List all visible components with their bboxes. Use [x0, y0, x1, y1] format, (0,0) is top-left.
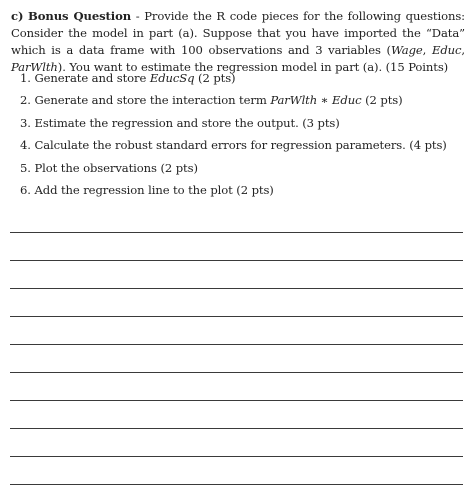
answer-line[interactable]	[10, 372, 463, 373]
item-number: 5.	[20, 160, 31, 175]
item-text: Generate and store	[34, 71, 150, 85]
item-text: Add the regression line to the plot (2 pts)	[34, 182, 274, 197]
item-math: ParWlth ∗ Educ	[270, 93, 362, 108]
item-text: Generate and store the interaction term	[34, 93, 271, 108]
item-math: EducSq	[149, 71, 195, 85]
question-item	[20, 116, 447, 138]
question-title: Bonus Question	[28, 9, 132, 23]
intro-text: Provide the R code pieces for the following questions: Consider the model in part (a). Suppose that you have imported the “Data” which is a data frame with 100 observations and 3 variables (	[11, 9, 465, 57]
answer-line[interactable]	[10, 400, 463, 401]
question-item	[20, 138, 447, 160]
answer-line[interactable]	[10, 260, 463, 261]
answer-line[interactable]	[10, 288, 463, 289]
item-points: (2 pts)	[361, 93, 403, 108]
title-separator: -	[131, 9, 145, 23]
item-text: Calculate the robust standard errors for regression parameters. (4 pts)	[34, 138, 447, 153]
item-text: Plot the observations (2 pts)	[34, 160, 198, 175]
item-text: Estimate the regression and store the output. (3 pts)	[34, 115, 340, 130]
item-points: (2 pts)	[194, 71, 236, 85]
question-item	[20, 183, 447, 205]
variable-wage: Wage	[390, 43, 423, 57]
question-label: c)	[11, 9, 24, 23]
item-number: 6.	[20, 182, 31, 197]
item-number: 4.	[20, 138, 31, 153]
variable-parwlth: ParWlth	[11, 60, 58, 74]
answer-line[interactable]	[10, 232, 463, 233]
answer-line[interactable]	[10, 456, 463, 457]
answer-line[interactable]	[10, 316, 463, 317]
answer-line[interactable]	[10, 484, 463, 485]
intro-text-end: ). You want to estimate the regression model in part (a). (15 Points)	[57, 60, 449, 74]
comma: ,	[461, 43, 465, 57]
question-intro	[11, 8, 465, 76]
question-item	[20, 93, 447, 115]
question-list	[20, 71, 447, 205]
answer-line[interactable]	[10, 428, 463, 429]
comma: ,	[422, 43, 432, 57]
item-number: 2.	[20, 93, 31, 108]
question-item	[20, 161, 447, 183]
question-item	[20, 71, 447, 93]
answer-line[interactable]	[10, 344, 463, 345]
item-number: 3.	[20, 115, 31, 130]
variable-educ: Educ	[431, 43, 462, 57]
item-number: 1.	[20, 71, 31, 85]
